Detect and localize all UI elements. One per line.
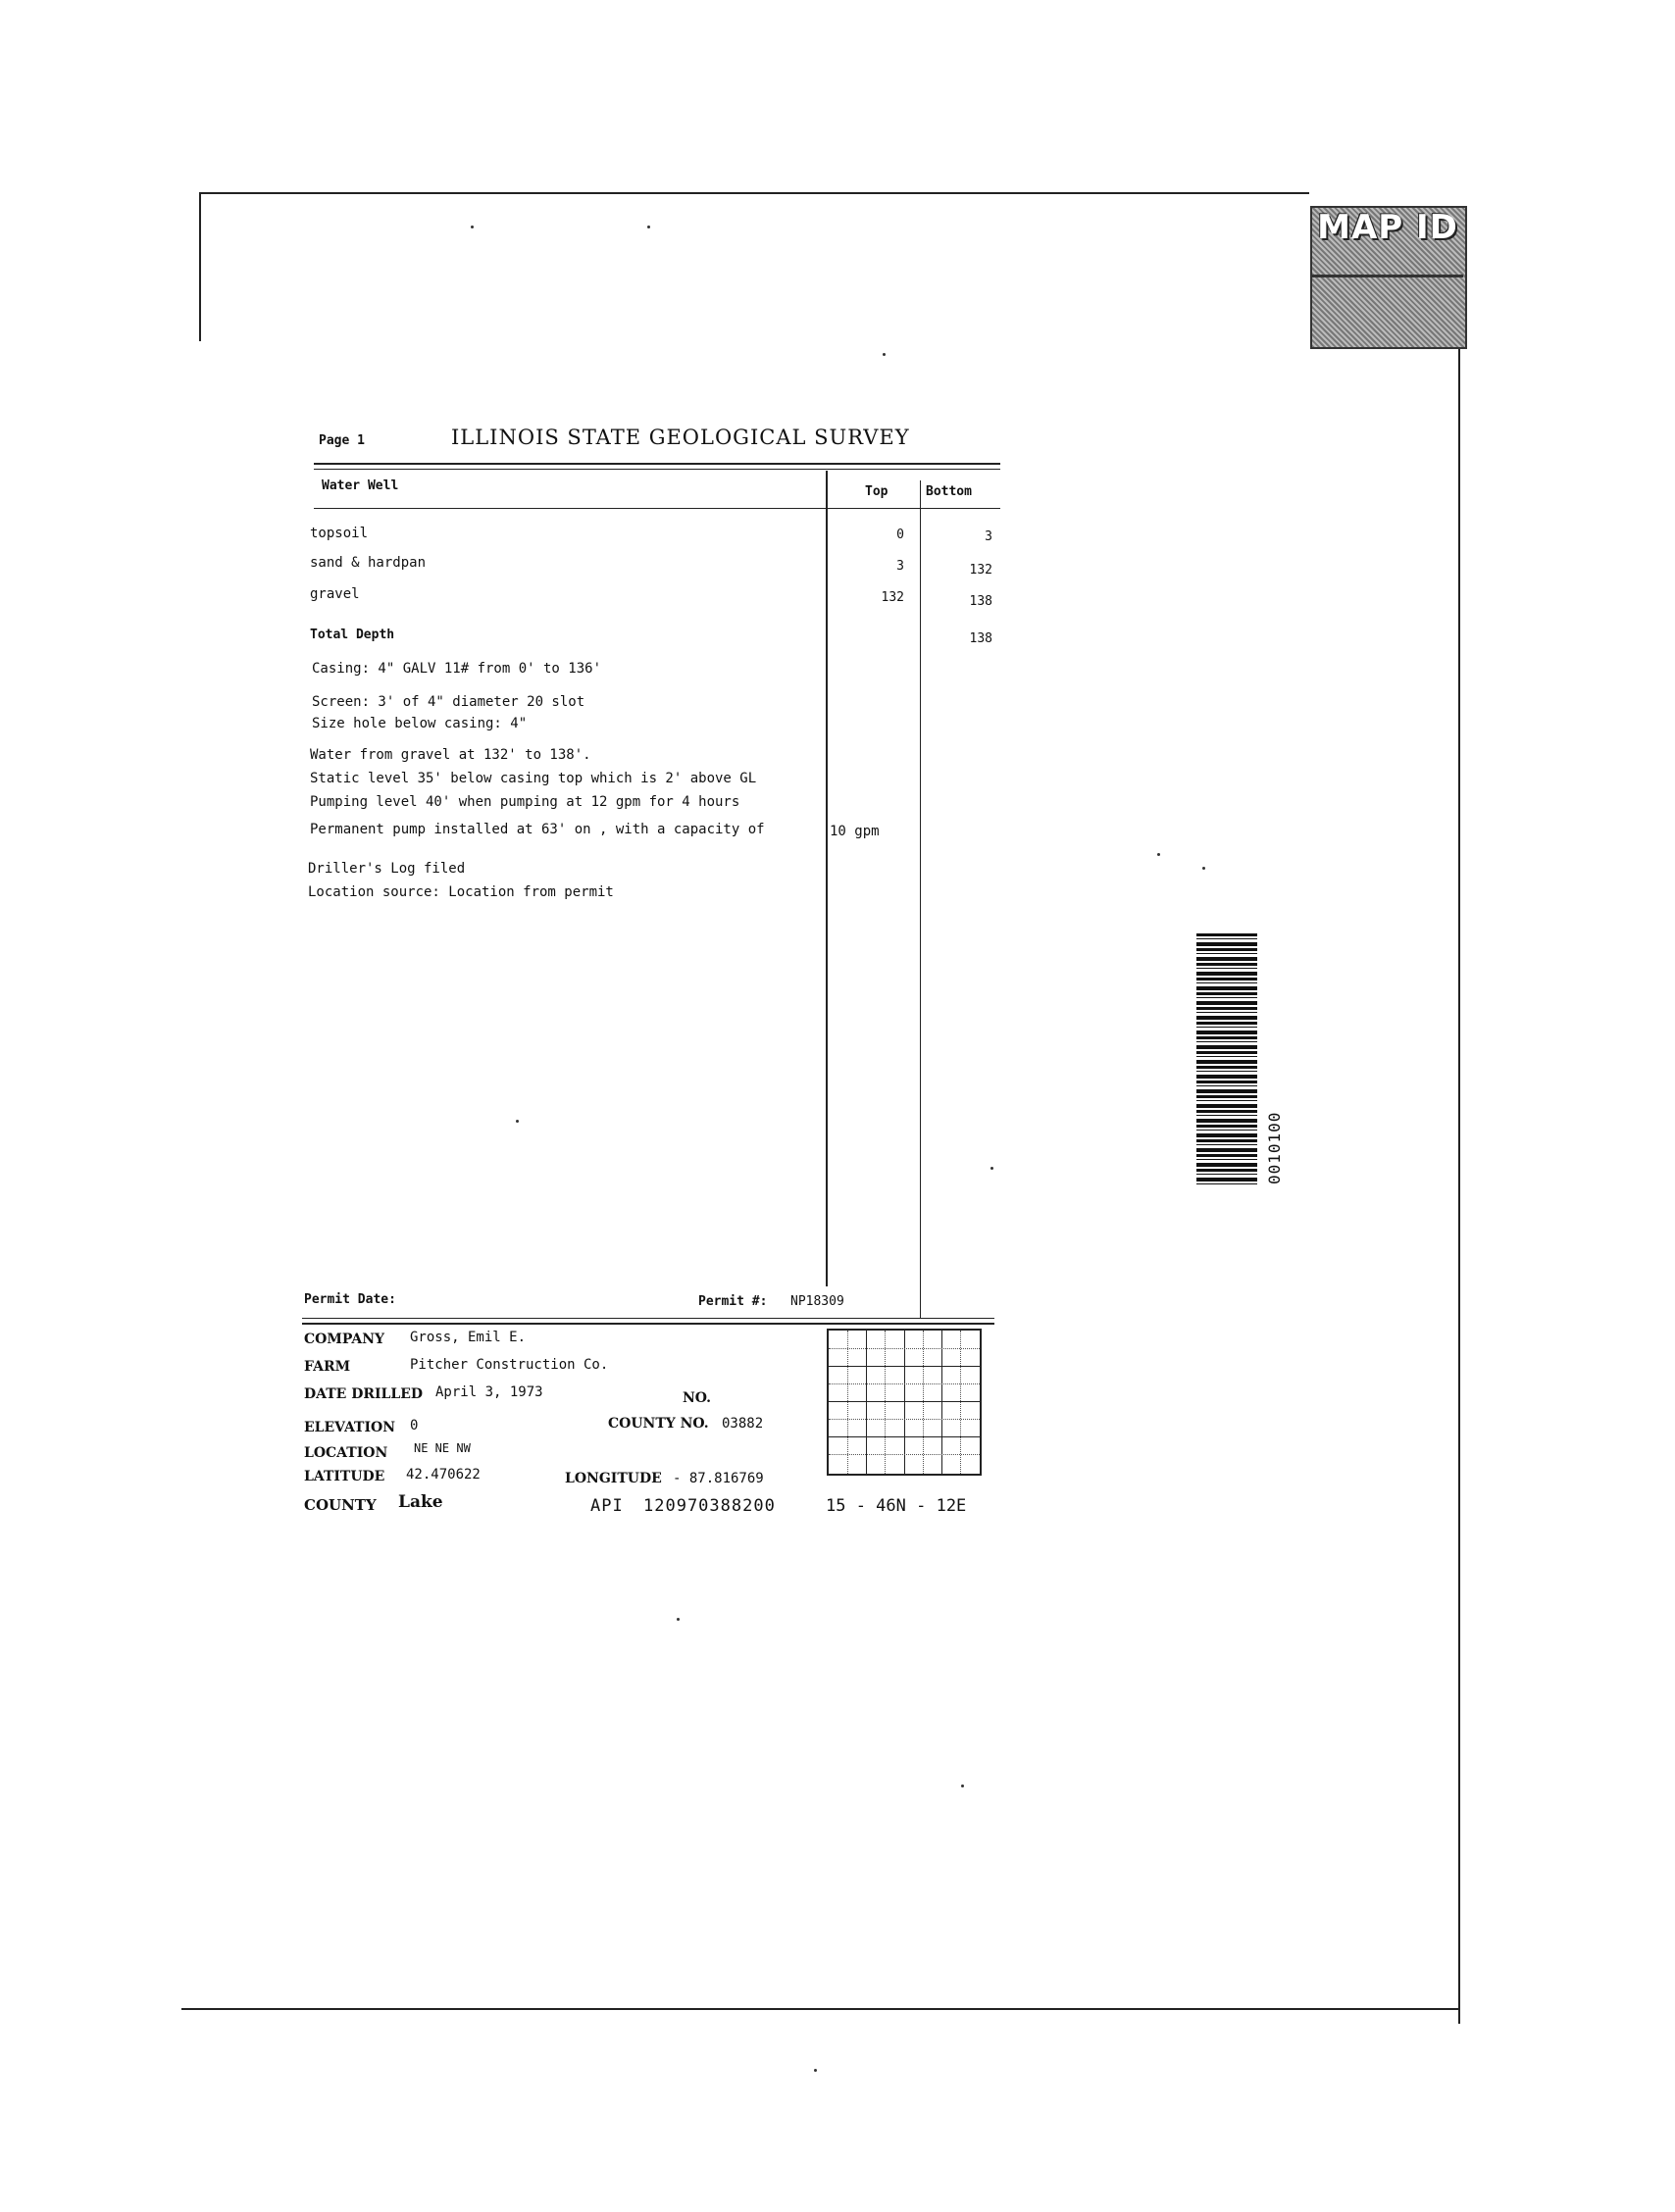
scan-speck xyxy=(647,226,650,228)
pump-capacity: 10 gpm xyxy=(830,824,880,839)
footer-rule-thin xyxy=(302,1318,994,1319)
pumping-level-note: Pumping level 40' when pumping at 12 gpm for 4 hours xyxy=(310,794,740,810)
company-value: Gross, Emil E. xyxy=(410,1330,527,1345)
no-label: NO. xyxy=(683,1390,712,1406)
elevation-value: 0 xyxy=(410,1418,419,1433)
header-rule-thin xyxy=(314,469,1000,470)
permit-date-label: Permit Date: xyxy=(304,1292,396,1307)
permanent-pump-note: Permanent pump installed at 63' on , with a capacity of xyxy=(310,822,765,837)
county-no-value: 03882 xyxy=(722,1416,764,1432)
column-divider-top xyxy=(826,471,828,1286)
stratum-top: 0 xyxy=(896,528,904,542)
barcode-image xyxy=(1196,933,1257,1184)
column-header-rule xyxy=(314,508,1000,509)
location-label: LOCATION xyxy=(304,1445,388,1461)
column-header-bottom: Bottom xyxy=(926,484,972,499)
stratum-top: 3 xyxy=(896,559,904,574)
header-rule xyxy=(314,463,1000,465)
date-drilled-label: DATE DRILLED xyxy=(304,1386,424,1402)
latitude-value: 42.470622 xyxy=(406,1467,481,1483)
scan-speck xyxy=(883,353,886,356)
drillers-log-note: Driller's Log filed xyxy=(308,861,466,877)
screen-note: Screen: 3' of 4" diameter 20 slot xyxy=(312,694,585,710)
map-id-divider xyxy=(1310,275,1463,277)
farm-label: FARM xyxy=(304,1359,351,1375)
total-depth-label: Total Depth xyxy=(310,628,395,642)
page-label: Page 1 xyxy=(319,433,365,448)
county-value: Lake xyxy=(398,1492,443,1512)
scan-speck xyxy=(516,1120,519,1123)
scan-speck xyxy=(471,226,474,228)
map-id-label: MAP ID xyxy=(1317,208,1458,247)
longitude-label: LONGITUDE xyxy=(565,1471,662,1486)
section-label: Water Well xyxy=(322,478,399,493)
size-hole-note: Size hole below casing: 4" xyxy=(312,716,528,731)
scan-speck xyxy=(1202,867,1205,870)
stratum-bottom: 132 xyxy=(969,563,992,578)
frame-right-line xyxy=(1458,343,1460,2024)
column-header-top: Top xyxy=(865,484,888,499)
company-label: COMPANY xyxy=(304,1332,384,1347)
frame-bottom-line xyxy=(181,2008,1458,2010)
permit-number: NP18309 xyxy=(790,1294,844,1309)
static-level-note: Static level 35' below casing top which is 2' above GL xyxy=(310,771,757,786)
farm-value: Pitcher Construction Co. xyxy=(410,1357,609,1373)
stratum-material: sand & hardpan xyxy=(310,555,427,571)
scan-speck xyxy=(677,1618,680,1621)
date-drilled-value: April 3, 1973 xyxy=(435,1384,543,1400)
frame-left-line xyxy=(199,192,201,341)
stratum-bottom: 3 xyxy=(985,529,992,544)
location-source-note: Location source: Location from permit xyxy=(308,884,614,900)
barcode-number: 0010100 xyxy=(1265,1111,1284,1184)
longitude-value: - 87.816769 xyxy=(673,1471,764,1486)
county-no-label: COUNTY NO. xyxy=(608,1416,709,1432)
api-label: API xyxy=(590,1496,624,1516)
footer-rule xyxy=(302,1323,994,1325)
permit-number-label: Permit #: xyxy=(698,1294,768,1309)
stratum-material: gravel xyxy=(310,586,360,602)
location-value: NE NE NW xyxy=(414,1441,471,1455)
casing-note: Casing: 4" GALV 11# from 0' to 136' xyxy=(312,661,602,677)
scan-speck xyxy=(961,1785,964,1787)
frame-top-line xyxy=(199,192,1309,194)
elevation-label: ELEVATION xyxy=(304,1420,396,1435)
section-grid xyxy=(827,1329,982,1476)
stratum-bottom: 138 xyxy=(969,594,992,609)
column-divider-bottom xyxy=(920,480,921,1318)
page-title: ILLINOIS STATE GEOLOGICAL SURVEY xyxy=(451,426,910,449)
scan-speck xyxy=(1157,853,1160,856)
county-label: COUNTY xyxy=(304,1496,377,1514)
latitude-label: LATITUDE xyxy=(304,1469,385,1484)
api-value: 120970388200 xyxy=(643,1496,776,1516)
water-from-note: Water from gravel at 132' to 138'. xyxy=(310,747,591,763)
scan-speck xyxy=(990,1167,993,1170)
stratum-material: topsoil xyxy=(310,526,369,541)
township-range: 15 - 46N - 12E xyxy=(826,1496,967,1516)
scan-speck xyxy=(814,2069,817,2072)
stratum-top: 132 xyxy=(881,590,904,605)
total-depth-value: 138 xyxy=(969,631,992,646)
